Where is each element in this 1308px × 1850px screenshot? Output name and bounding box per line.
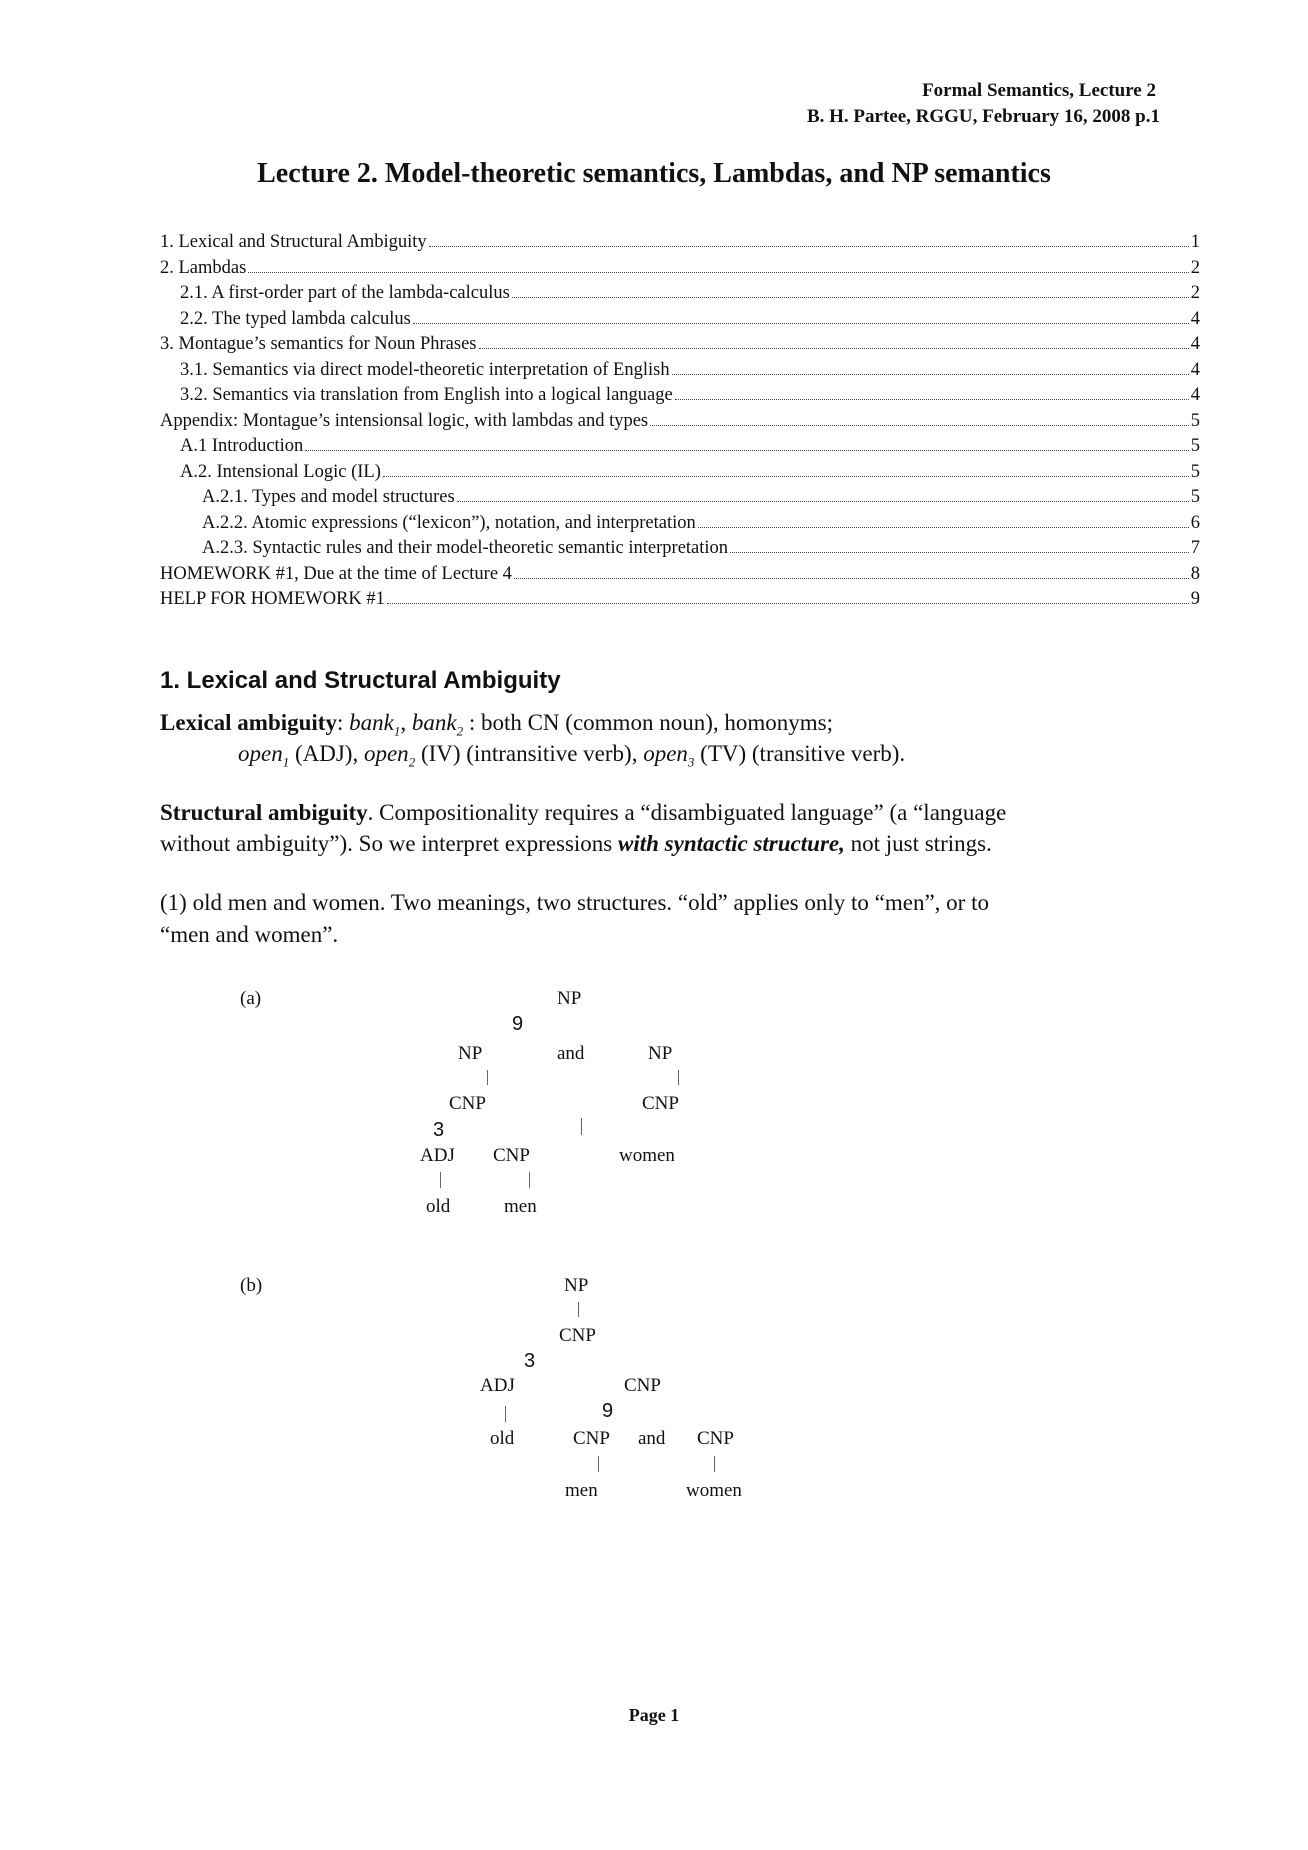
tree-a-adj: ADJ xyxy=(420,1145,455,1166)
toc-entry-page: 4 xyxy=(1190,385,1200,405)
page-title: Lecture 2. Model-theoretic semantics, Lambdas, and NP semantics xyxy=(257,158,1051,189)
tree-b-cnp-mid: CNP xyxy=(624,1375,661,1396)
tree-b-root: NP xyxy=(564,1275,589,1296)
bank1-word: bank xyxy=(349,710,394,735)
running-header-title: Formal Semantics, Lecture 2 xyxy=(922,80,1156,101)
tree-b-branch-9: 9 xyxy=(602,1400,614,1422)
tree-b-old: old xyxy=(490,1428,515,1449)
toc-entry-page: 8 xyxy=(1190,563,1200,584)
toc-entry-page: 1 xyxy=(1190,232,1200,252)
section-heading: 1. Lexical and Structural Ambiguity xyxy=(160,667,561,694)
toc-entry-page: 7 xyxy=(1190,538,1200,558)
toc-entry-page: 6 xyxy=(1190,512,1200,533)
open1-subscript: 1 xyxy=(282,754,290,770)
example-1-line2: “men and women”. xyxy=(160,922,339,947)
tree-a-branch-3: 3 xyxy=(433,1119,445,1141)
tree-a-cnp-left: CNP xyxy=(449,1093,486,1114)
toc-entry-label: Appendix: Montague’s intensionsal logic, with lambdas and types xyxy=(160,410,649,431)
tree-a-np-left: NP xyxy=(458,1043,483,1064)
tree-a-line-np-cnp-right xyxy=(678,1070,679,1085)
tree-a-branch-9: 9 xyxy=(512,1013,524,1035)
comma: , xyxy=(400,710,412,735)
structural-text2b: not just strings. xyxy=(844,831,992,856)
tree-a-line-cnp-women xyxy=(581,1118,582,1135)
toc-entry-page: 4 xyxy=(1190,359,1200,380)
toc-leader-dots xyxy=(383,476,1189,477)
toc-entry-label: A.2.1. Types and model structures xyxy=(202,487,455,507)
toc-entry[interactable] xyxy=(160,564,1200,590)
toc-entry-page: 2 xyxy=(1190,257,1200,278)
example-1-line1: (1) old men and women. Two meanings, two structures. “old” applies only to “men”, or to xyxy=(160,890,989,915)
toc-leader-dots xyxy=(305,450,1188,451)
tree-b-line-cnp-women xyxy=(714,1456,715,1472)
toc-leader-dots xyxy=(457,501,1189,502)
toc-entry-label: 2.1. A first-order part of the lambda-calculus xyxy=(180,283,510,303)
open2-rest: (IV) (intransitive verb), xyxy=(415,741,644,766)
tree-a-np-right: NP xyxy=(648,1043,673,1064)
tree-b-line-cnp-men xyxy=(598,1456,599,1472)
toc-leader-dots xyxy=(672,374,1189,375)
toc-entry[interactable] xyxy=(160,258,1200,284)
tree-a-label: (a) xyxy=(240,988,262,1009)
toc-entry[interactable] xyxy=(160,462,1200,488)
toc-entry-label: HOMEWORK #1, Due at the time of Lecture 4 xyxy=(160,563,512,584)
tree-b-line-np-cnp xyxy=(578,1302,579,1317)
open2-word: open xyxy=(363,741,409,766)
tree-a-and: and xyxy=(557,1043,585,1064)
toc-entry-label: A.1 Introduction xyxy=(180,436,304,456)
toc-entry[interactable] xyxy=(160,232,1200,258)
structural-text1: . Compositionality requires a “disambiguated language” (a “language xyxy=(367,800,1007,825)
colon: : xyxy=(336,710,350,735)
toc-entry[interactable] xyxy=(160,436,1200,462)
tree-b-men: men xyxy=(565,1480,598,1501)
toc-entry-label: 3.1. Semantics via direct model-theoretic interpretation of English xyxy=(180,359,670,380)
tree-a-old: old xyxy=(426,1196,451,1217)
toc-entry[interactable] xyxy=(160,589,1200,615)
toc-entry[interactable] xyxy=(160,538,1200,564)
tree-a-women: women xyxy=(619,1145,675,1166)
tree-a-root: NP xyxy=(557,988,582,1009)
lexical-ambiguity-line1 xyxy=(160,710,833,740)
toc-entry[interactable] xyxy=(160,411,1200,437)
tree-a-line-adj-old xyxy=(440,1172,441,1188)
toc-entry[interactable] xyxy=(160,334,1200,360)
toc-entry-page: 5 xyxy=(1190,410,1200,431)
structural-ambiguity-line2 xyxy=(160,831,992,857)
toc-entry[interactable] xyxy=(160,283,1200,309)
toc-entry-label: 1. Lexical and Structural Ambiguity xyxy=(160,232,427,252)
open2-subscript: 2 xyxy=(408,754,416,770)
structural-ambiguity-line1 xyxy=(160,800,1006,826)
tree-a-cnp-right: CNP xyxy=(642,1093,679,1114)
tree-a-men: men xyxy=(504,1196,537,1217)
toc-entry[interactable] xyxy=(160,513,1200,539)
tree-b-and: and xyxy=(638,1428,666,1449)
toc-entry-page: 5 xyxy=(1190,487,1200,507)
lexical-ambiguity-term: Lexical ambiguity xyxy=(160,710,337,735)
tree-b-cnp-top: CNP xyxy=(559,1325,596,1346)
toc-entry-page: 2 xyxy=(1190,283,1200,303)
toc-leader-dots xyxy=(698,527,1189,528)
bank2-word: bank xyxy=(411,710,457,735)
open3-rest: (TV) (transitive verb). xyxy=(694,741,906,766)
toc-entry-label: HELP FOR HOMEWORK #1 xyxy=(160,589,385,609)
toc-leader-dots xyxy=(512,297,1189,298)
toc-leader-dots xyxy=(675,399,1189,400)
open1-rest: (ADJ), xyxy=(289,741,364,766)
open1-word: open xyxy=(238,741,283,766)
table-of-contents xyxy=(160,232,1200,615)
running-header-author: B. H. Partee, RGGU, February 16, 2008 p.1 xyxy=(806,106,1160,127)
open3-word: open xyxy=(643,741,688,766)
toc-entry[interactable] xyxy=(160,309,1200,335)
open3-subscript: 3 xyxy=(687,754,695,770)
structural-emphasis: with syntactic structure, xyxy=(618,831,845,856)
tree-b-line-adj-old xyxy=(505,1406,506,1422)
tree-b-branch-3: 3 xyxy=(524,1350,536,1372)
toc-entry-page: 4 xyxy=(1190,334,1200,354)
toc-leader-dots xyxy=(248,272,1188,273)
toc-leader-dots xyxy=(429,246,1189,247)
toc-entry-label: 2.2. The typed lambda calculus xyxy=(180,308,411,329)
toc-entry-page: 5 xyxy=(1190,436,1200,456)
toc-entry[interactable] xyxy=(160,385,1200,411)
toc-entry-label: 2. Lambdas xyxy=(160,257,247,278)
toc-leader-dots xyxy=(387,603,1189,604)
toc-entry[interactable] xyxy=(160,487,1200,513)
toc-leader-dots xyxy=(730,552,1189,553)
tree-b-adj: ADJ xyxy=(480,1375,515,1396)
toc-entry[interactable] xyxy=(160,360,1200,386)
toc-entry-page: 9 xyxy=(1190,589,1200,609)
tree-b-label: (b) xyxy=(240,1275,263,1296)
toc-entry-label: 3. Montague’s semantics for Noun Phrases xyxy=(160,334,477,354)
lexical-ambiguity-line2 xyxy=(238,741,905,771)
tree-a-cnp-men: CNP xyxy=(493,1145,530,1166)
toc-entry-label: A.2. Intensional Logic (IL) xyxy=(180,461,381,482)
tree-b-cnp-men: CNP xyxy=(573,1428,610,1449)
structural-ambiguity-term: Structural ambiguity xyxy=(160,800,368,825)
bank1-subscript: 1 xyxy=(393,723,401,739)
tree-b-women: women xyxy=(686,1480,742,1501)
structural-text2a: without ambiguity”). So we interpret expressions xyxy=(160,831,619,856)
tree-b-cnp-women: CNP xyxy=(697,1428,734,1449)
toc-entry-page: 5 xyxy=(1190,461,1200,482)
tree-a-line-cnp-men xyxy=(529,1172,530,1188)
toc-leader-dots xyxy=(413,323,1189,324)
lexical-rest: : both CN (common noun), homonyms; xyxy=(463,710,833,735)
toc-entry-page: 4 xyxy=(1190,308,1200,329)
toc-entry-label: A.2.2. Atomic expressions (“lexicon”), notation, and interpretation xyxy=(202,512,696,533)
toc-leader-dots xyxy=(650,425,1189,426)
toc-leader-dots xyxy=(514,578,1189,579)
bank2-subscript: 2 xyxy=(456,723,464,739)
page-footer: Page 1 xyxy=(628,1705,680,1725)
toc-entry-label: A.2.3. Syntactic rules and their model-theoretic semantic interpretation xyxy=(202,538,729,558)
toc-leader-dots xyxy=(479,348,1189,349)
toc-entry-label: 3.2. Semantics via translation from English into a logical language xyxy=(180,385,673,405)
tree-a-line-np-cnp-left xyxy=(487,1070,488,1085)
